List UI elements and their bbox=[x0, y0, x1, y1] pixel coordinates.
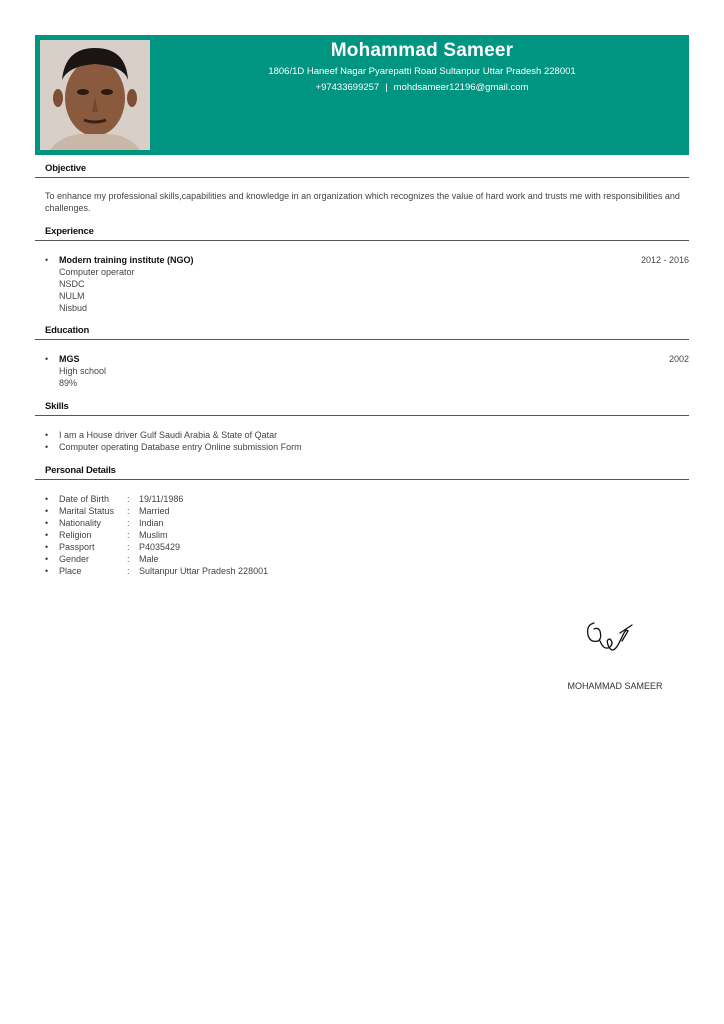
experience-line: Nisbud bbox=[59, 303, 88, 313]
detail-value: Married bbox=[139, 506, 170, 516]
personal-details-divider bbox=[35, 479, 689, 480]
personal-details-heading: Personal Details bbox=[45, 465, 116, 476]
experience-divider bbox=[35, 240, 689, 241]
bullet-icon: • bbox=[45, 255, 49, 265]
skills-heading: Skills bbox=[45, 401, 69, 412]
list-item: • Gender : Male bbox=[45, 554, 159, 564]
bullet-icon: • bbox=[45, 354, 49, 364]
signature-name: MOHAMMAD SAMEER bbox=[567, 681, 663, 691]
education-line: High school bbox=[59, 366, 107, 376]
objective-text: To enhance my professional skills,capabilities and knowledge in an organization which recognizes the value of hard work and trusts me with responsibilities and challenges. bbox=[45, 191, 680, 213]
list-item: • Place : Sultanpur Uttar Pradesh 228001 bbox=[45, 566, 269, 576]
list-item bbox=[45, 441, 689, 453]
signature-image bbox=[580, 615, 640, 660]
phone-number: +97433699257 bbox=[315, 82, 380, 93]
detail-label: Date of Birth bbox=[59, 494, 110, 504]
bullet-icon: • bbox=[45, 566, 49, 576]
bullet-icon: • bbox=[45, 442, 49, 452]
bullet-icon: • bbox=[45, 494, 49, 504]
skills-divider bbox=[35, 415, 689, 416]
experience-item bbox=[45, 254, 689, 314]
personal-details-list bbox=[45, 493, 689, 577]
list-item: • Marital Status : Married bbox=[45, 506, 170, 516]
education-school: MGS bbox=[59, 354, 80, 364]
objective-heading: Objective bbox=[45, 163, 86, 174]
contact-line bbox=[155, 82, 689, 93]
handwritten-signature-icon bbox=[580, 615, 640, 660]
bullet-icon: • bbox=[45, 430, 49, 440]
detail-value: Indian bbox=[139, 518, 164, 528]
detail-label: Passport bbox=[59, 542, 95, 552]
list-item: • Passport : P4035429 bbox=[45, 542, 181, 552]
detail-value: P4035429 bbox=[139, 542, 181, 552]
experience-org: Modern training institute (NGO) bbox=[59, 255, 194, 265]
bullet-icon: • bbox=[45, 518, 49, 528]
detail-label: Gender bbox=[59, 554, 90, 564]
detail-value: Muslim bbox=[139, 530, 168, 540]
detail-label: Marital Status bbox=[59, 506, 115, 516]
experience-line: NSDC bbox=[59, 279, 85, 289]
candidate-address: 1806/1D Haneef Nagar Pyarepatti Road Sultanpur Uttar Pradesh 228001 bbox=[268, 66, 576, 77]
candidate-name: Mohammad Sameer bbox=[330, 40, 514, 61]
contact-separator: | bbox=[385, 82, 388, 93]
list-item bbox=[45, 429, 689, 441]
experience-line: Computer operator bbox=[59, 267, 135, 277]
person-photo-icon bbox=[40, 40, 150, 150]
detail-value: Sultanpur Uttar Pradesh 228001 bbox=[139, 566, 269, 576]
education-heading: Education bbox=[45, 325, 90, 336]
profile-photo bbox=[40, 40, 150, 150]
detail-value: 19/11/1986 bbox=[139, 494, 184, 504]
education-item bbox=[45, 353, 689, 389]
detail-label: Nationality bbox=[59, 518, 102, 528]
experience-line: NULM bbox=[59, 291, 85, 301]
skill-text: I am a House driver Gulf Saudi Arabia & State of Qatar bbox=[59, 430, 278, 440]
list-item: • Religion : Muslim bbox=[45, 530, 168, 540]
resume-header bbox=[35, 35, 689, 155]
education-divider bbox=[35, 339, 689, 340]
education-line: 89% bbox=[59, 378, 78, 388]
objective-divider bbox=[35, 177, 689, 178]
education-date: 2002 bbox=[668, 354, 689, 364]
detail-label: Religion bbox=[59, 530, 92, 540]
list-item: • Date of Birth : 19/11/1986 bbox=[45, 494, 184, 504]
email-address: mohdsameer12196@gmail.com bbox=[393, 82, 529, 93]
experience-date: 2012 - 2016 bbox=[640, 255, 689, 265]
bullet-icon: • bbox=[45, 530, 49, 540]
detail-value: Male bbox=[139, 554, 159, 564]
experience-heading: Experience bbox=[45, 226, 94, 237]
detail-label: Place bbox=[59, 566, 82, 576]
bullet-icon: • bbox=[45, 506, 49, 516]
bullet-icon: • bbox=[45, 554, 49, 564]
skill-text: Computer operating Database entry Online submission Form bbox=[59, 442, 302, 452]
bullet-icon: • bbox=[45, 542, 49, 552]
list-item: • Nationality : Indian bbox=[45, 518, 164, 528]
skills-list bbox=[45, 429, 689, 453]
